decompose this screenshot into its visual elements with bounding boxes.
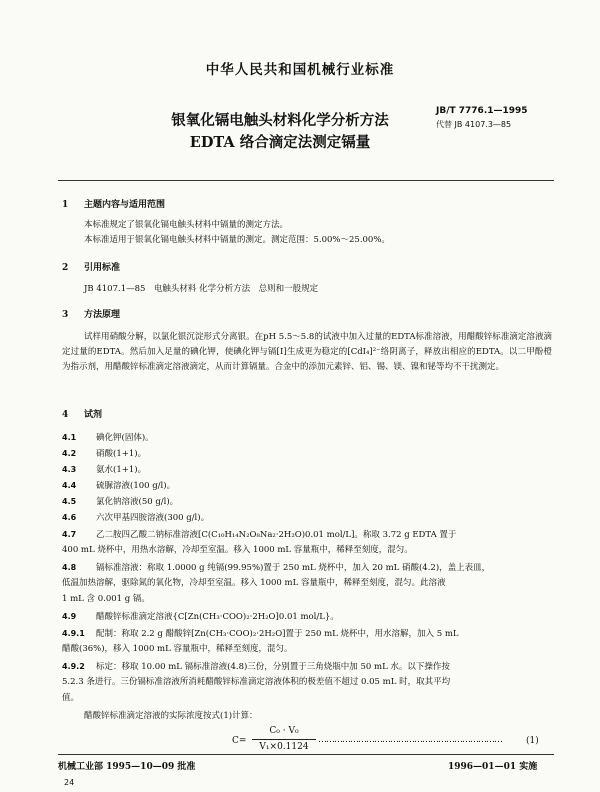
item-number: 4.7 — [62, 530, 77, 539]
item-number: 4.9 — [62, 612, 77, 621]
reagent-item-4-8-cont: 低温加热溶解，驱除氮的氧化物，冷却至室温。移入 1000 mL 容量瓶中，稀释至刻度，混匀。此溶液 — [62, 578, 446, 588]
document-title-line2: EDTA 络合滴定法测定镉量 — [189, 134, 371, 151]
item-number: 4.1 — [62, 433, 77, 442]
reagent-item-4-7 — [62, 527, 456, 543]
item-text: 氨水(1+1)。 — [96, 465, 147, 475]
section-title: 引用标准 — [84, 263, 121, 273]
section-title: 主题内容与适用范围 — [84, 200, 166, 210]
section-4-heading — [62, 407, 102, 420]
page-number: 24 — [64, 778, 75, 787]
section-number: 1 — [62, 200, 69, 210]
reagent-item-4-9-1 — [62, 626, 459, 642]
item-number: 4.2 — [62, 449, 77, 458]
reagent-item — [62, 462, 146, 478]
reagent-item-4-8 — [62, 560, 490, 576]
item-text-line1: 标定：移取 10.00 mL 镉标准溶液(4.8)三份，分别置于三角烧瓶中加 50 mL 水。以下操作按 — [96, 662, 450, 672]
reagent-item — [62, 446, 146, 462]
reagent-item-4-7-cont: 400 mL 烧杯中，用热水溶解，冷却至室温。移入 1000 mL 容量瓶中，稀释至刻度，混匀。 — [62, 545, 413, 555]
item-text: 六次甲基四胺溶液(300 g/l)。 — [96, 513, 210, 523]
section-number: 2 — [62, 263, 69, 273]
item-text: 硫脲溶液(100 g/l)。 — [96, 481, 176, 491]
s3-paragraph-1: 试样用硝酸分解，以氯化银沉淀形式分离银。在pH 5.5～5.8的试液中加入过量的EDTA标准溶液，用醋酸锌标准滴定溶液滴定过量的EDTA。然后加入足量的碘化钾，使碘化钾与镉[Ⅰ]生成更为稳定的[CdI₄]²⁻络阴离子，释放出相应的EDTA。以二甲酚橙为指示剂，用醋酸锌标准滴定溶液滴定，从而计算镉量。合金中的添加元素锌、铝、锡、镁、镍和铋等均不干扰测定。 — [62, 332, 552, 372]
formula-denominator: V₁×0.1124 — [259, 742, 309, 752]
reagent-item-4-9-1-cont: 醋酸(36%)，移入 1000 mL 容量瓶中，稀释至刻度，混匀。 — [62, 644, 293, 654]
reagent-item — [62, 430, 154, 446]
item-text-line1: 乙二胺四乙酸二钠标准溶液[C(C₁₀H₁₄N₂O₈Na₂·2H₂O)0.01 mol/L]。称取 3.72 g EDTA 置于 — [96, 530, 457, 540]
formula-equation-number: (1) — [526, 736, 539, 746]
item-number: 4.4 — [62, 481, 77, 490]
reagent-item — [62, 494, 178, 510]
formula-lhs: C= — [232, 736, 247, 746]
replaces-standard: 代替 JB 4107.3—85 — [436, 120, 512, 129]
approval-date: 机械工业部 1995—10—09 批准 — [58, 762, 196, 772]
section-number: 4 — [62, 410, 69, 420]
item-text: 醋酸锌标准滴定溶液{C[Zn(CH₃·COO)₂·2H₂O]0.01 mol/L}。 — [96, 612, 339, 622]
s1-paragraph-1: 本标准规定了银氧化镉电触头材料中镉量的测定方法。 — [84, 220, 289, 230]
section-2-heading — [62, 260, 120, 273]
reagent-item-4-9-2-cont: 5.2.3 条进行。三份镉标准溶液所消耗醋酸锌标准滴定溶液体积的极差值不超过 0.05 mL 时，取其平均 — [62, 677, 451, 687]
reagent-item — [62, 510, 209, 526]
item-text-line1: 镉标准溶液：称取 1.0000 g 纯镉(99.95%)置于 250 mL 烧杯中，加入 20 mL 硝酸(4.2)，盖上表皿， — [96, 563, 491, 573]
reagent-item-4-9-2-cont: 值。 — [62, 693, 80, 703]
item-text: 碘化钾(固体)。 — [96, 433, 154, 443]
formula-intro: 醋酸锌标准滴定溶液的实际浓度按式(1)计算： — [84, 711, 258, 721]
item-number: 4.9.1 — [62, 629, 85, 638]
reagent-item-4-8-cont: 1 mL 含 0.001 g 镉。 — [62, 594, 150, 604]
document-title-line1: 银氧化镉电触头材料化学分析方法 — [171, 112, 389, 129]
item-number: 4.6 — [62, 513, 77, 522]
standard-organization-heading: 中华人民共和国机械行业标准 — [205, 62, 395, 78]
item-text: 硝酸(1+1)。 — [96, 449, 147, 459]
section-title: 方法原理 — [84, 310, 121, 320]
item-number: 4.8 — [62, 563, 77, 572]
reagent-item-4-9-2 — [62, 659, 450, 675]
standard-number: JB/T 7776.1—1995 — [436, 106, 528, 116]
item-number: 4.3 — [62, 465, 77, 474]
item-number: 4.9.2 — [62, 662, 85, 671]
formula-fraction-bar — [252, 739, 316, 740]
item-text-line1: 配制：称取 2.2 g 醋酸锌[Zn(CH₃·COO)₂·2H₂O]置于 250 mL 烧杯中，用水溶解，加入 5 mL — [96, 629, 459, 639]
footer-divider — [58, 754, 554, 755]
formula-leader-dots: …………………………………………………………… — [318, 735, 502, 745]
section-1-heading — [62, 197, 165, 210]
section-number: 3 — [62, 310, 69, 320]
section-title: 试剂 — [84, 410, 103, 420]
item-text: 氯化钠溶液(50 g/l)。 — [96, 497, 179, 507]
reagent-item — [62, 478, 175, 494]
s1-paragraph-2: 本标准适用于银氧化镉电触头材料中镉量的测定。测定范围：5.00%～25.00%。 — [84, 235, 390, 245]
section-3-heading — [62, 307, 120, 320]
reagent-item-4-9 — [62, 609, 339, 625]
item-number: 4.5 — [62, 497, 77, 506]
formula-numerator: C₀ · V₀ — [269, 726, 299, 736]
implementation-date: 1996—01—01 实施 — [448, 762, 538, 772]
s2-paragraph-1: JB 4107.1—85 电触头材料 化学分析方法 总则和一般规定 — [84, 284, 319, 294]
title-divider — [58, 180, 554, 181]
